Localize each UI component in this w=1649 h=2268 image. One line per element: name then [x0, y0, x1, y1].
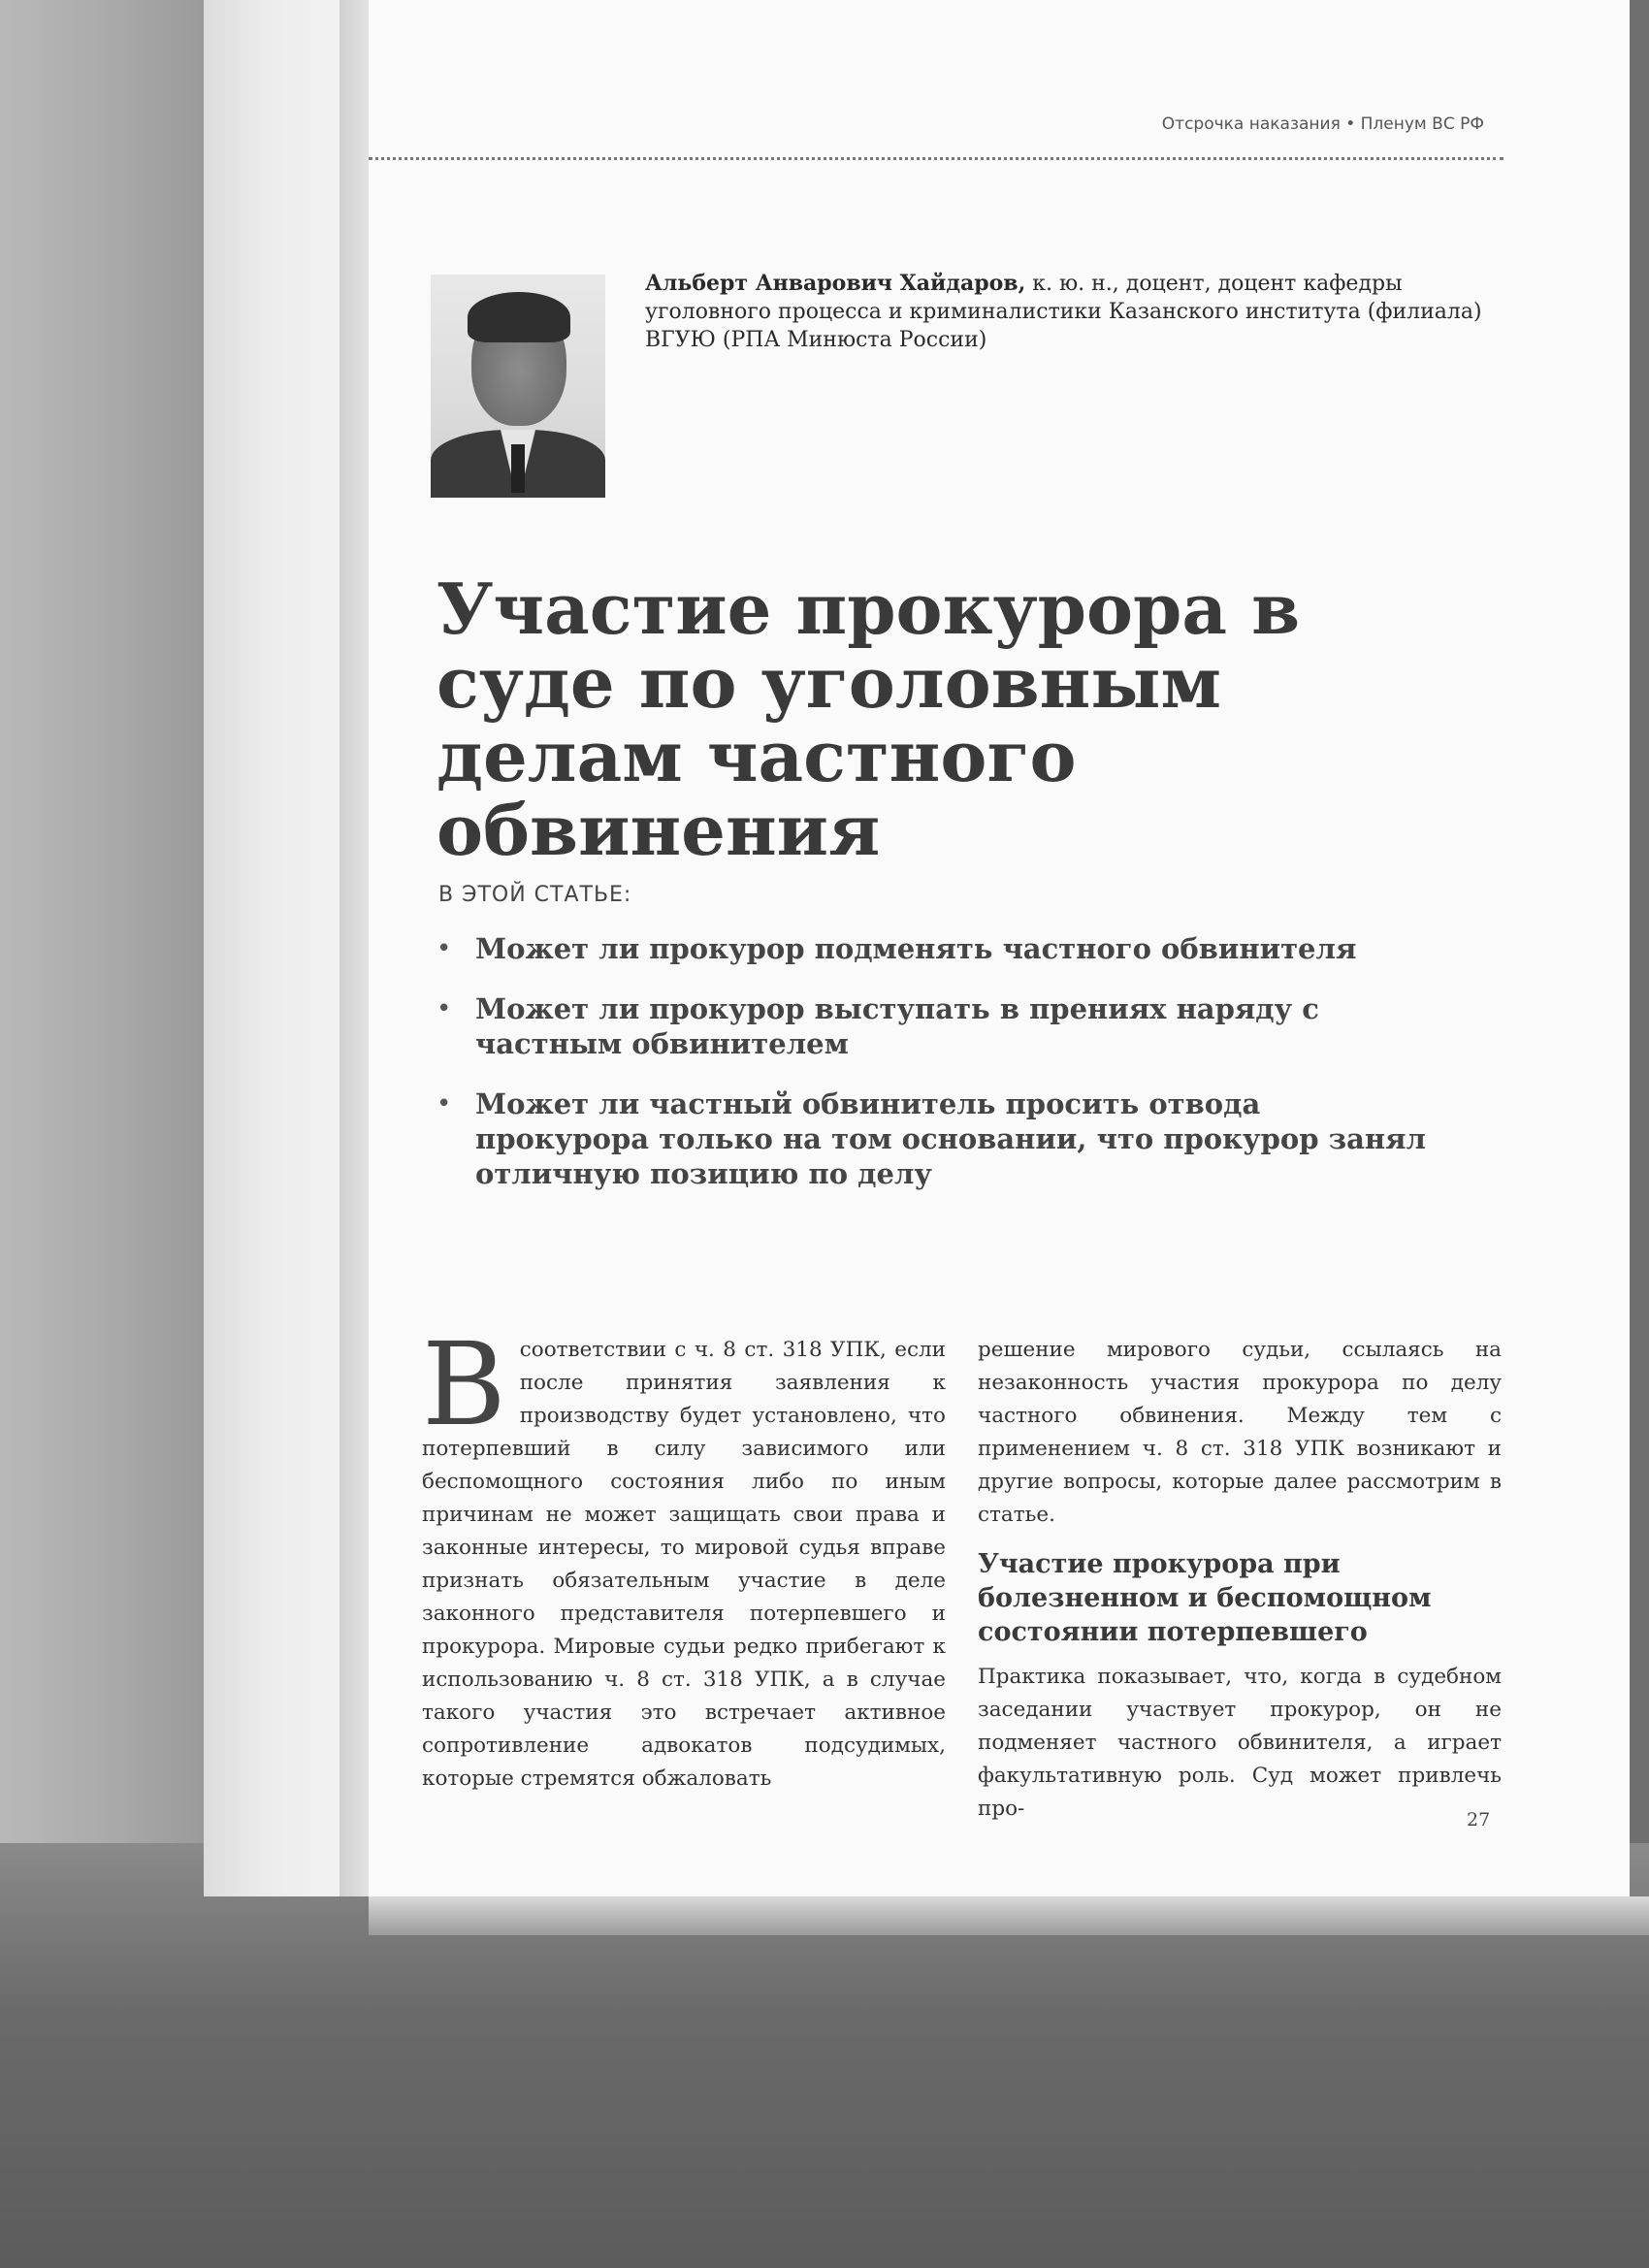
body-text: соответствии с ч. 8 ст. 318 УПК, если после принятия заявления к производству будет установлено, что потерпевший в силу зависимого или беспомощного состояния либо по иным причинам не может защищать свои права и законные интересы, то мировой судья вправе признать обязательным участие в деле законного представителя потерпевшего и прокурора. Мировые судьи редко прибегают к использованию ч. 8 ст. 318 УПК, а в случае такого участия это встречает активное сопротивление адвокатов подсудимых, которые стремятся обжаловать [422, 1338, 946, 1791]
topic-item [427, 991, 1426, 1061]
previous-page-edge [204, 0, 359, 1896]
drop-cap: В [422, 1317, 506, 1451]
author-info [645, 270, 1489, 354]
body-column-2 [978, 1334, 1502, 1826]
body-paragraph [422, 1317, 946, 1796]
author-details: к. ю. н., доцент, доцент кафедры уголовного процесса и криминалистики Казанского института (филиала) ВГУЮ (РПА Минюста России) [645, 272, 1482, 352]
bullet-icon: • [436, 934, 452, 963]
author-name: Альберт Анварович Хайдаров, [645, 271, 1026, 296]
article-page [369, 0, 1630, 1896]
topic-text: Может ли прокурор подменять частного обвинителя [475, 932, 1357, 965]
body-paragraph: Практика показывает, что, когда в судебном заседании участвует прокурор, он не подменяет частного обвинителя, а играет факультативную роль. Суд может привлечь про- [978, 1665, 1502, 1821]
running-head: Отсрочка наказания • Пленум ВС РФ [1161, 114, 1484, 134]
section-subheading: Участие прокурора при болезненном и беспомощном состоянии потерпевшего [978, 1549, 1432, 1647]
bullet-icon: • [436, 994, 452, 1023]
topic-text: Может ли частный обвинитель просить отвода прокурора только на том основании, что прокурор занял отличную позицию по делу [475, 1087, 1426, 1190]
article-topics-list [427, 931, 1426, 1216]
page-number: 27 [1467, 1809, 1491, 1831]
in-article-label: В ЭТОЙ СТАТЬЕ: [438, 883, 632, 907]
topic-item [427, 931, 1426, 966]
author-photo [431, 275, 605, 488]
topic-item [427, 1086, 1426, 1191]
page-stack-edge [369, 1896, 1649, 1935]
photo-tie [511, 444, 525, 493]
article-title: Участие прокурора в суде по уголовным делам частного обвинения [436, 567, 1301, 871]
header-dotted-rule [369, 157, 1504, 160]
photo-hair [468, 292, 570, 342]
body-column-1 [422, 1317, 946, 1796]
body-paragraph: решение мирового судьи, ссылаясь на незаконность участия прокурора по делу частного обвинения. Между тем с применением ч. 8 ст. 318 УПК возникают и другие вопросы, которые далее рассмотрим в статье. [978, 1338, 1502, 1527]
bullet-icon: • [436, 1089, 452, 1118]
topic-text: Может ли прокурор выступать в прениях наряду с частным обвинителем [475, 992, 1319, 1060]
